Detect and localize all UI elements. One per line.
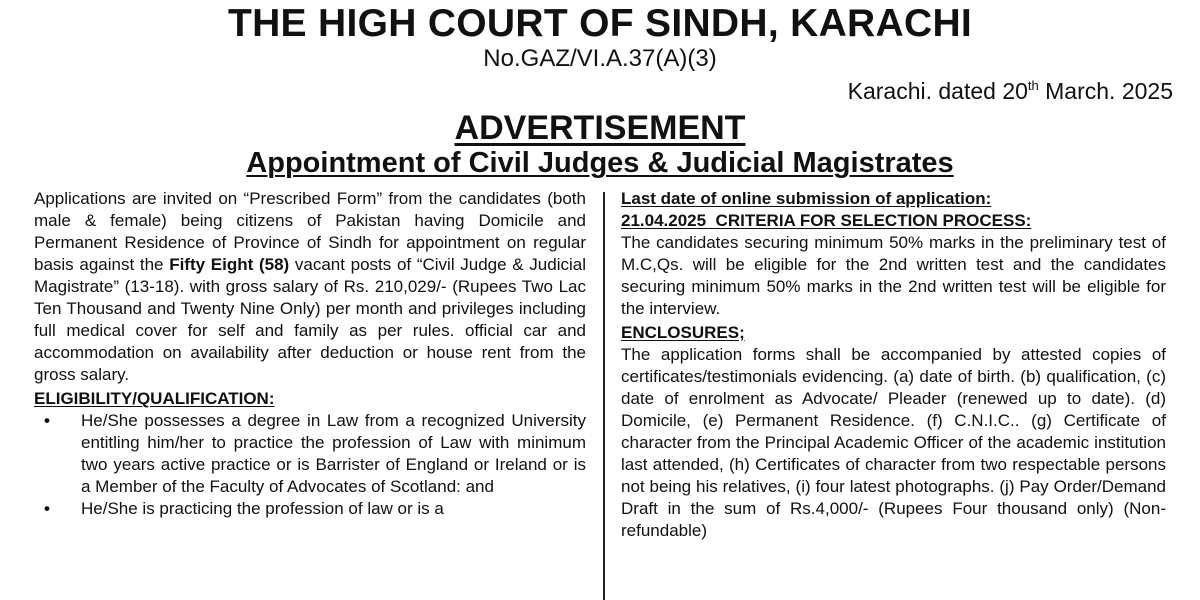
- column-divider: [603, 192, 605, 600]
- intro-paragraph: [34, 188, 586, 386]
- criteria-paragraph: The candidates securing minimum 50% marks in the preliminary test of M.C,Qs. will be eligible for the 2nd written test and the candidates securing minimum 50% marks in the 2nd written test will be eligible for the interview.: [621, 233, 1166, 318]
- issue-date: [848, 76, 1173, 106]
- intro-text-2: vacant posts of “Civil Judge & Judicial Magistrate” (13-18). with gross salary of Rs. 210,029/- (Rupees Two Lac Ten Thousand and Twenty Nine Only) per month and privileges including full medical cover for self and family as per rules. official car and accommodation on availability after deduction or house rent from the gross salary.: [34, 255, 586, 384]
- list-item: [34, 410, 586, 498]
- last-date-line: [621, 210, 1166, 232]
- date-superscript: th: [1027, 78, 1039, 93]
- date-prefix: Karachi. dated 20: [847, 78, 1028, 104]
- right-column: [621, 188, 1166, 542]
- enclosures-heading: ENCLOSURES;: [621, 323, 745, 342]
- eligibility-heading: ELIGIBILITY/QUALIFICATION:: [34, 389, 275, 408]
- list-item-text: He/She is practicing the profession of law or is a: [81, 499, 444, 518]
- advertisement-heading: ADVERTISEMENT: [454, 109, 746, 147]
- date-suffix: March. 2025: [1038, 78, 1173, 104]
- court-title: THE HIGH COURT OF SINDH, KARACHI: [227, 2, 973, 45]
- list-item-text: He/She possesses a degree in Law from a recognized University entitling him/her to practice the profession of Law with minimum two years active practice or is Barrister of England or Ireland or is a Member of the Faculty of Advocates of Scotland: and: [81, 411, 586, 496]
- criteria-heading: CRITERIA FOR SELECTION PROCESS:: [715, 211, 1032, 230]
- list-item: [34, 498, 586, 520]
- bullet-icon: •: [44, 411, 50, 430]
- left-column: [34, 188, 586, 520]
- reference-number: No.GAZ/VI.A.37(A)(3): [483, 45, 717, 72]
- subject-heading: Appointment of Civil Judges & Judicial Magistrates: [246, 147, 954, 179]
- bullet-icon: •: [44, 499, 50, 518]
- last-date-heading: Last date of online submission of application:: [621, 189, 992, 208]
- last-date-value: 21.04.2025: [621, 211, 707, 230]
- intro-text-1: Applications are invited on “Prescribed Form” from the candidates (both male & female) being citizens of Pakistan having Domicile and Permanent Residence of Province of Sindh for appointment on regular basis against the: [34, 189, 586, 274]
- eligibility-list: [34, 410, 586, 520]
- vacancy-count: Fifty Eight (58): [169, 255, 290, 274]
- enclosures-paragraph: The application forms shall be accompanied by attested copies of certificates/testimonials evidencing. (a) date of birth. (b) qualification, (c) date of enrolment as Advocate/ Pleader (renewed up to date). (d) Domicile, (e) Permanent Residence. (f) C.N.I.C.. (g) Certificate of character from the Principal Academic Officer of the academic institution last attended, (h) Certificates of character from two respectable persons not being his relatives, (i) four latest photographs. (j) Pay Order/Demand Draft in the sum of Rs.4,000/- (Rupees Four thousand only) (Non-refundable): [621, 345, 1166, 540]
